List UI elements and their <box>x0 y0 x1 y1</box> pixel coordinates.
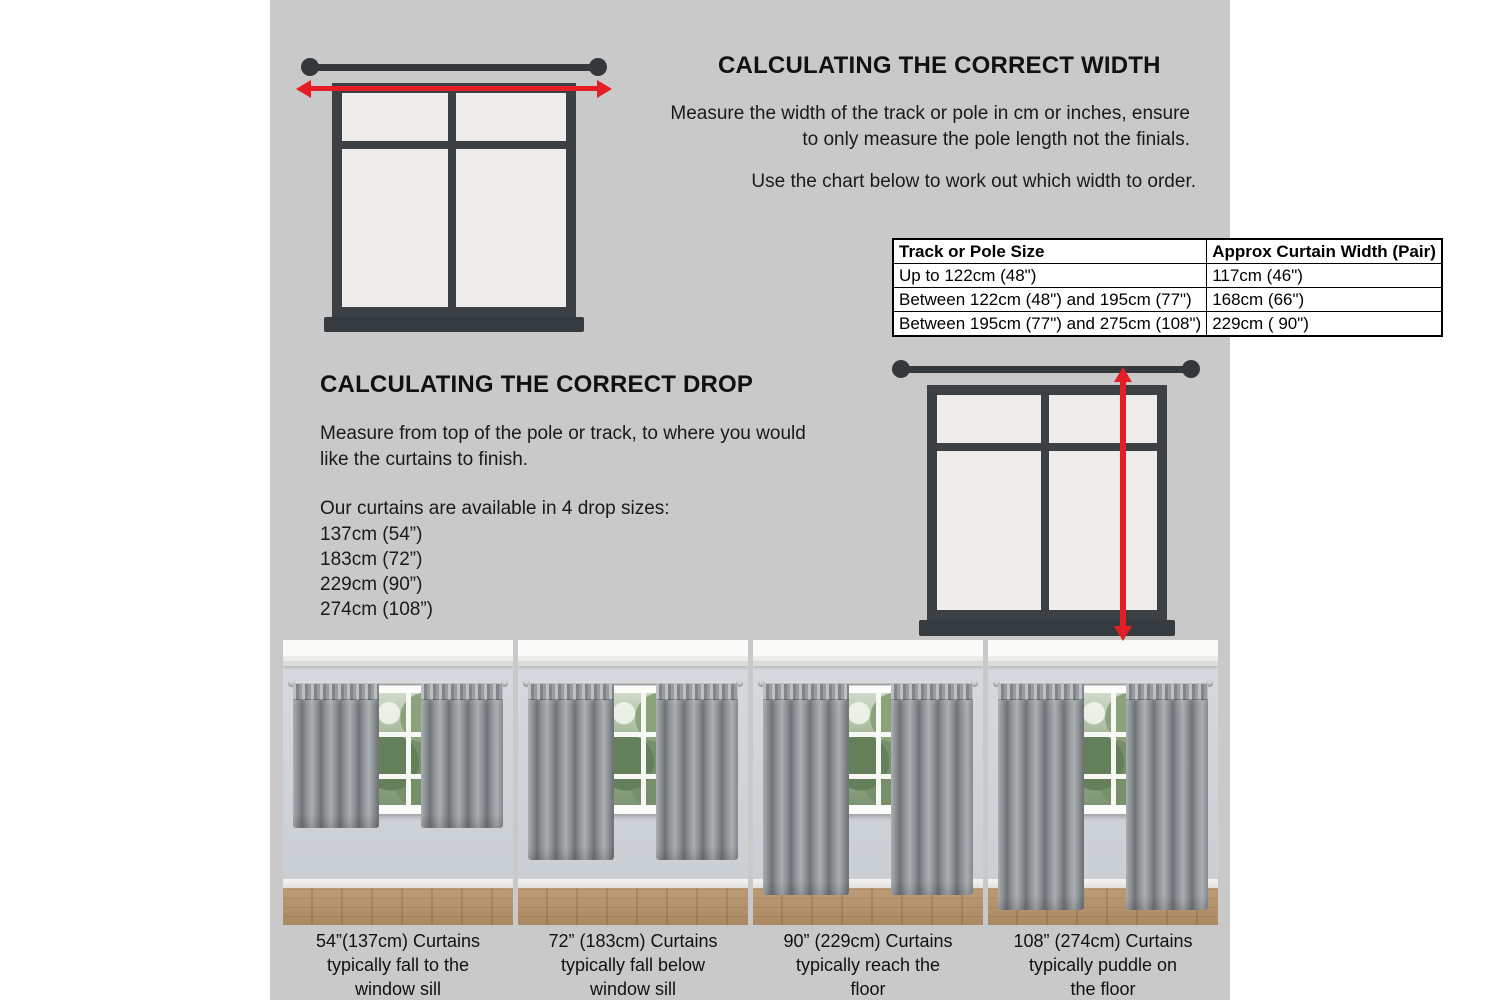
drop-size-item: 183cm (72”) <box>320 549 423 570</box>
width-measure-arrow <box>310 86 598 91</box>
table-row <box>893 312 1442 337</box>
caption-line: floor <box>850 979 886 999</box>
caption-line: typically puddle on <box>1028 955 1178 975</box>
drop-sizes-list <box>320 522 433 622</box>
glazing-bar <box>876 693 881 805</box>
window-sill <box>919 620 1175 636</box>
arrow-down-icon <box>1114 626 1132 641</box>
curtain-right <box>421 684 503 828</box>
arrow-right-icon <box>597 80 612 98</box>
photo-curtain-108in <box>988 640 1218 925</box>
wood-floor <box>518 888 748 925</box>
curtain-left <box>528 684 614 860</box>
caption-72in <box>513 929 753 1000</box>
drop-size-item: 274cm (108”) <box>320 599 433 620</box>
cell-curtain-width: 168cm (66") <box>1207 288 1442 312</box>
caption-line: the floor <box>1070 979 1136 999</box>
cell-track-size: Between 195cm (77") and 275cm (108") <box>893 312 1207 337</box>
photo-curtain-54in <box>283 640 513 925</box>
ceiling <box>518 640 748 666</box>
curtain-pole <box>901 366 1191 373</box>
curtain-right <box>656 684 738 860</box>
window-sill <box>324 317 584 332</box>
glazing-bar <box>1111 693 1116 805</box>
window-pane <box>342 93 448 141</box>
width-section-title: CALCULATING THE CORRECT WIDTH <box>718 52 1161 79</box>
cell-track-size: Up to 122cm (48") <box>893 264 1207 288</box>
table-row <box>893 264 1442 288</box>
caption-line: 72” (183cm) Curtains <box>548 931 718 951</box>
drop-intro-line1: Measure from top of the pole or track, to where you would <box>320 423 806 444</box>
table-header-row <box>893 239 1442 264</box>
width-intro-line2: to only measure the pole length not the finials. <box>802 129 1190 150</box>
wood-floor <box>283 888 513 925</box>
drop-section-intro <box>320 421 880 473</box>
ceiling <box>753 640 983 666</box>
curtain-left <box>293 684 379 828</box>
curtain-right <box>1126 684 1208 910</box>
caption-54in <box>278 929 518 1000</box>
window-pane <box>456 149 566 307</box>
window-pane <box>1049 395 1157 443</box>
window-pane <box>456 93 566 141</box>
cell-curtain-width: 117cm (46") <box>1207 264 1442 288</box>
curtain-right <box>891 684 973 895</box>
skirting-board <box>518 879 748 888</box>
guide-panel <box>270 0 1436 1000</box>
window-pane <box>937 395 1041 443</box>
caption-90in <box>748 929 988 1000</box>
drop-size-item: 229cm (90”) <box>320 574 423 595</box>
window-pane <box>1049 451 1157 610</box>
curtain-left <box>998 684 1084 910</box>
ceiling <box>988 640 1218 666</box>
window-pane <box>937 451 1041 610</box>
drop-size-item: 137cm (54”) <box>320 524 423 545</box>
drop-measure-arrow <box>1120 380 1126 628</box>
photo-curtain-90in <box>753 640 983 925</box>
caption-line: window sill <box>589 979 677 999</box>
caption-line: typically reach the <box>795 955 941 975</box>
cell-track-size: Between 122cm (48") and 195cm (77") <box>893 288 1207 312</box>
width-section-note: Use the chart below to work out which width to order. <box>751 171 1196 192</box>
arrow-left-icon <box>296 80 311 98</box>
curtain-left <box>763 684 849 895</box>
window-frame <box>927 385 1167 620</box>
drop-sizes-intro: Our curtains are available in 4 drop sizes: <box>320 498 670 519</box>
curtain-pole <box>310 64 598 71</box>
caption-line: window sill <box>354 979 442 999</box>
width-section-intro <box>618 101 1190 153</box>
caption-line: 108” (274cm) Curtains <box>1013 931 1193 951</box>
caption-line: 90” (229cm) Curtains <box>783 931 953 951</box>
skirting-board <box>283 879 513 888</box>
cell-curtain-width: 229cm ( 90") <box>1207 312 1442 337</box>
drop-section-title: CALCULATING THE CORRECT DROP <box>320 371 754 398</box>
col-header-track-size: Track or Pole Size <box>893 239 1207 264</box>
photo-curtain-72in <box>518 640 748 925</box>
col-header-curtain-width: Approx Curtain Width (Pair) <box>1207 239 1442 264</box>
caption-line: 54”(137cm) Curtains <box>315 931 481 951</box>
window-frame <box>332 83 576 317</box>
table-row <box>893 288 1442 312</box>
glazing-bar <box>641 693 646 805</box>
caption-line: typically fall below <box>560 955 706 975</box>
ceiling <box>283 640 513 666</box>
arrow-up-icon <box>1114 367 1132 382</box>
size-table <box>892 238 1443 337</box>
drop-intro-line2: like the curtains to finish. <box>320 449 529 470</box>
caption-108in <box>983 929 1223 1000</box>
glazing-bar <box>406 693 411 805</box>
caption-line: typically fall to the <box>326 955 470 975</box>
window-pane <box>342 149 448 307</box>
width-intro-line1: Measure the width of the track or pole in cm or inches, ensure <box>670 103 1190 124</box>
